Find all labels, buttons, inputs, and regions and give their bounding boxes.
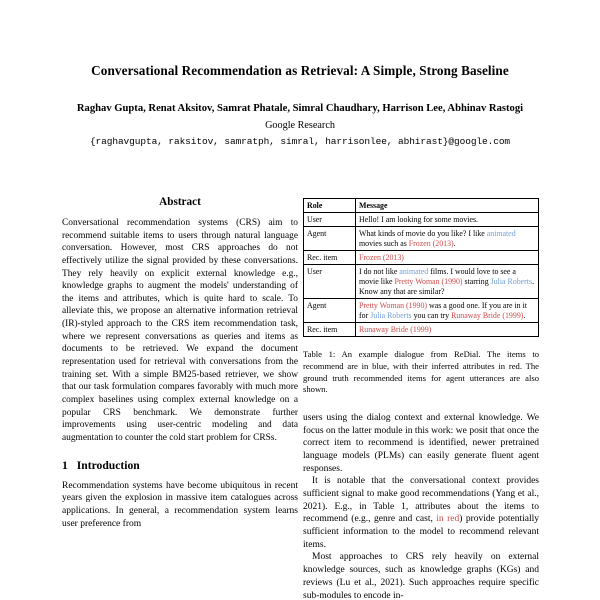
table-row xyxy=(304,227,539,251)
right-paragraph-2 xyxy=(303,475,539,551)
table-header-row xyxy=(304,199,539,213)
message-highlight-blue: Julia Roberts xyxy=(370,310,412,320)
message-highlight-red: Pretty Woman (1990) xyxy=(394,276,463,286)
caption-label: Table 1: xyxy=(303,349,336,360)
cell-message xyxy=(356,251,539,265)
message-text: starring xyxy=(462,276,491,286)
cell-role: Agent xyxy=(304,227,356,251)
cell-message xyxy=(356,227,539,251)
caption-text: An example dialogue from ReDial. The items to recommend are in blue, with their inferred attributes in red. The ground truth recommended items for agent utterances are also shown. xyxy=(303,349,539,395)
table-row xyxy=(304,213,539,227)
left-column xyxy=(62,196,298,600)
message-highlight-blue: animated xyxy=(399,266,429,276)
message-text: was a good one. If you are in it for xyxy=(359,300,527,320)
abstract-heading: Abstract xyxy=(159,196,201,208)
right-paragraph-2-post: ) provide potentially sufficient information to the model to recommend relevant items. xyxy=(303,514,539,550)
message-text: movies such as xyxy=(359,238,409,248)
two-column-body xyxy=(0,196,600,600)
table-row xyxy=(304,251,539,265)
message-highlight-red: Runaway Bride (1999) xyxy=(359,324,432,334)
dialogue-table xyxy=(303,198,539,337)
dialogue-table-head xyxy=(304,199,539,213)
message-text: Hello! I am looking for some movies. xyxy=(359,214,478,224)
message-text: What kinds of movie do you like? I like xyxy=(359,228,487,238)
table-row xyxy=(304,323,539,337)
table-row xyxy=(304,265,539,299)
column-header-message: Message xyxy=(356,199,539,213)
abstract-text: Conversational recommendation systems (CRS) aim to recommend suitable items to users through natural language conversation. However, most CRS approaches do not effectively utilize the signal provided by these conversations. They rely heavily on explicit external knowledge e.g., knowledge graphs to augment the models' understanding of the items and attributes, which is quite hard to scale. To alleviate this, we propose an alternative information retrieval (IR)-styled approach to the CRS item recommendation task, where we represent conversations as queries and items as documents to be retrieved. We expand the document representation used for retrieval with conversations from the training set. With a simple BM25-based retriever, we show that our task formulation compares favorably with much more complex baselines using complex external knowledge on a popular CRS benchmark. We demonstrate further improvements using user-centric modeling and data augmentation to counter the cold start problem for CRSs. xyxy=(62,218,298,443)
message-text: films. I would love to see a movie like xyxy=(359,266,516,286)
author-list: Raghav Gupta, Renat Aksitov, Samrat Phatale, Simral Chaudhary, Harrison Lee, Abhinav Rastogi xyxy=(76,103,524,115)
cell-role: User xyxy=(304,213,356,227)
affiliation: Google Research xyxy=(265,119,335,131)
column-header-role: Role xyxy=(304,199,356,213)
introduction-heading xyxy=(62,459,298,472)
cell-message xyxy=(356,213,539,227)
cell-message xyxy=(356,299,539,323)
inline-red-phrase: in red xyxy=(436,514,460,525)
contact-emails: {raghavgupta, raksitov, samratph, simral, harrisonlee, abhirast}@google.com xyxy=(89,135,511,147)
cell-role: Rec. item xyxy=(304,251,356,265)
table-row xyxy=(304,299,539,323)
cell-role: User xyxy=(304,265,356,299)
right-paragraph-3: Most approaches to CRS rely heavily on external knowledge sources, such as knowledge graphs (KGs) and reviews (Lu et al., 2021). Such approaches require specific sub-modules to encode in- xyxy=(303,552,539,600)
cell-message xyxy=(356,265,539,299)
cell-role: Rec. item xyxy=(304,323,356,337)
message-highlight-blue: Julia Roberts xyxy=(490,276,533,286)
message-highlight-red: Runaway Bride (1999) xyxy=(451,310,524,320)
right-column xyxy=(303,196,539,600)
table-caption xyxy=(303,349,539,396)
right-paragraph-1: users using the dialog context and external knowledge. We focus on the latter module in this work: we posit that once the correct item to recommend is identified, newer pretrained language models (PLMs) can easily generate fluent agent responses. xyxy=(303,413,539,474)
message-highlight-blue: animated xyxy=(486,228,516,238)
introduction-paragraph-1: Recommendation systems have become ubiquitous in recent years given the explosion in massive item catalogues across applications. In general, a recommendation system learns user preference from xyxy=(62,480,298,529)
message-text: . Know any that are similar? xyxy=(359,276,535,296)
dialogue-table-body xyxy=(304,213,539,337)
cell-role: Agent xyxy=(304,299,356,323)
message-text: . xyxy=(523,310,526,320)
section-number: 1 xyxy=(62,458,68,472)
right-paragraph-2-pre: It is notable that the conversational context provides sufficient signal to make good recommendations (Yang et al., 2021). E.g., in Table 1, attributes about the items to recommend (e.g., genre and cast, xyxy=(303,476,539,525)
message-text: you can try xyxy=(411,310,452,320)
cell-message xyxy=(356,323,539,337)
caption-spacer xyxy=(303,396,539,412)
message-highlight-red: Frozen (2013) xyxy=(408,238,454,248)
section-title: Introduction xyxy=(76,458,140,472)
page-title: Conversational Recommendation as Retrieval: A Simple, Strong Baseline xyxy=(91,63,509,78)
message-text: I do not like xyxy=(359,266,400,276)
message-highlight-red: Frozen (2013) xyxy=(359,252,404,262)
message-highlight-red: Pretty Woman (1990) xyxy=(359,300,428,310)
message-text: . xyxy=(453,238,456,248)
